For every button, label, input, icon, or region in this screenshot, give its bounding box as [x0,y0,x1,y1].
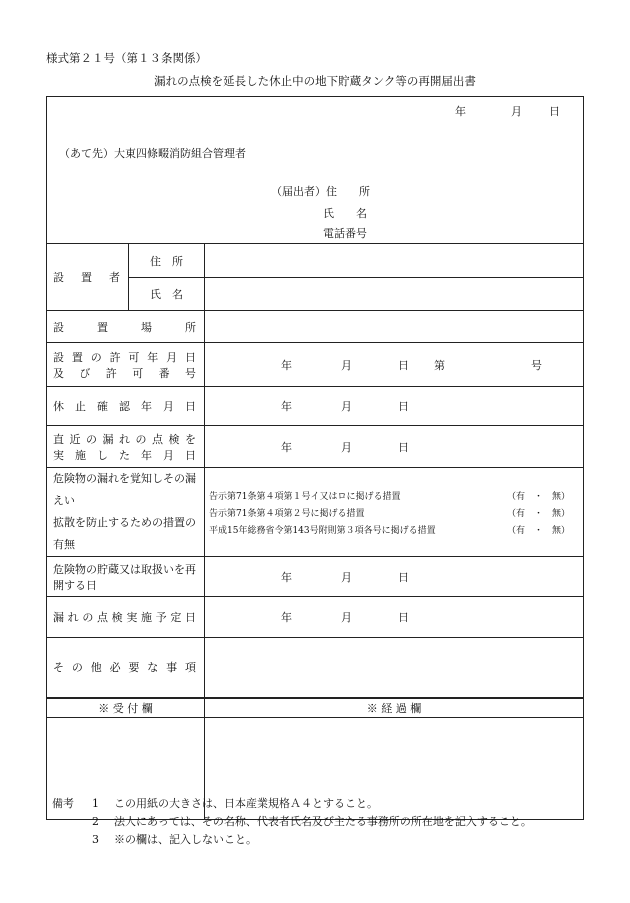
suspension-day-unit: 日 [398,400,409,413]
permit-label-line1: 設置の許可年月日 [53,350,196,364]
scheduled-day-unit: 日 [398,611,409,624]
permit-label-line2: 及び許可番号 [53,366,196,380]
suspension-label-cell [47,387,205,426]
measure-3-choice: （有 ・ 無） [507,525,571,536]
suspension-year-unit: 年 [281,400,292,413]
permit-day-unit: 日 [398,358,409,372]
note-3-no: 3 [92,833,99,846]
scheduled-field[interactable] [205,597,584,638]
inspection-month-unit: 月 [341,440,352,454]
location-label: 設 置 場 所 [53,320,196,334]
inspection-label-cell [47,426,205,468]
other-field[interactable] [205,638,584,698]
measures-label-cell [47,468,205,557]
note-1-text: この用紙の大きさは、日本産業規格Ａ４とすること。 [114,797,378,810]
permit-month-unit: 月 [341,358,352,372]
installer-name-field[interactable] [205,278,584,311]
progress-heading: ※ 経 過 欄 [205,698,584,718]
note-3-text: ※の欄は、記入しないこと。 [114,833,257,846]
measure-2[interactable] [205,504,583,521]
resume-label: 危険物の貯蔵又は取扱いを再開する日 [47,557,205,597]
date-day-unit: 日 [549,105,560,118]
measure-3[interactable] [205,521,583,538]
form-table [46,96,584,820]
inspection-label-line1: 直近の漏れの点検を [53,432,196,446]
inspection-year-unit: 年 [281,440,292,454]
installer-address-field[interactable] [205,244,584,278]
applicant-name-label: 氏 名 [323,207,367,220]
permit-year-unit: 年 [281,358,292,372]
date-month-unit: 月 [511,105,522,118]
installer-label: 設 置 者 [53,271,120,284]
measures-label-line1: 危険物の漏れを覚知しその漏えい [53,472,196,507]
page-title: 漏れの点検を延長した休止中の地下貯蔵タンク等の再開届出書 [154,74,476,88]
notes [52,795,532,849]
note-1-no: 1 [92,797,99,810]
location-label-cell [47,311,205,343]
location-field[interactable] [205,311,584,343]
note-2-no: 2 [92,815,99,828]
installer-address-label: 住 所 [129,244,205,278]
addressee: （あて先）大東四條畷消防組合管理者 [59,147,246,160]
installer-label-cell [47,244,129,311]
permit-go-unit: 号 [531,358,542,372]
scheduled-label-cell [47,597,205,638]
permit-dai-unit: 第 [434,358,445,372]
scheduled-year-unit: 年 [281,611,292,624]
date-year-unit: 年 [455,105,466,118]
installer-name-label: 氏 名 [129,278,205,311]
resume-day-unit: 日 [398,570,409,584]
measures-label-line2: 拡散を防止するための措置の有無 [53,516,196,551]
note-2-text: 法人にあっては、その名称、代表者氏名及び主たる事務所の所在地を記入すること。 [114,815,532,828]
form-number: 様式第２１号（第１３条関係） [46,51,207,65]
applicant-phone-label: 電話番号 [323,227,367,240]
permit-field[interactable] [205,343,584,387]
resume-year-unit: 年 [281,570,292,584]
inspection-field[interactable] [205,426,584,468]
other-label: その他必要な事項 [53,661,196,675]
notes-label: 備考 [52,797,74,810]
other-label-cell [47,638,205,698]
measure-3-text: 平成15年総務省令第143号附則第３項各号に掲げる措置 [209,525,436,536]
reception-heading: ※ 受 付 欄 [47,698,205,718]
suspension-month-unit: 月 [341,400,352,413]
suspension-label: 休止確認年月日 [53,400,196,413]
inspection-day-unit: 日 [398,440,409,454]
measure-1-text: 告示第71条第４項第１号イ又はロに掲げる措置 [209,491,401,502]
measure-1[interactable] [205,487,583,504]
inspection-label-line2: 実施した年月日 [53,448,196,462]
measures-field [205,468,584,557]
applicant-address-label: （届出者）住 所 [271,185,370,198]
measure-2-choice: （有 ・ 無） [507,508,571,519]
header-cell [47,97,584,244]
scheduled-month-unit: 月 [341,611,352,624]
resume-month-unit: 月 [341,570,352,584]
measure-1-choice: （有 ・ 無） [507,491,571,502]
measure-2-text: 告示第71条第４項第２号に掲げる措置 [209,508,365,519]
resume-field[interactable] [205,557,584,597]
scheduled-label: 漏れの点検実施予定日 [53,611,196,624]
suspension-field[interactable] [205,387,584,426]
permit-label-cell [47,343,205,387]
